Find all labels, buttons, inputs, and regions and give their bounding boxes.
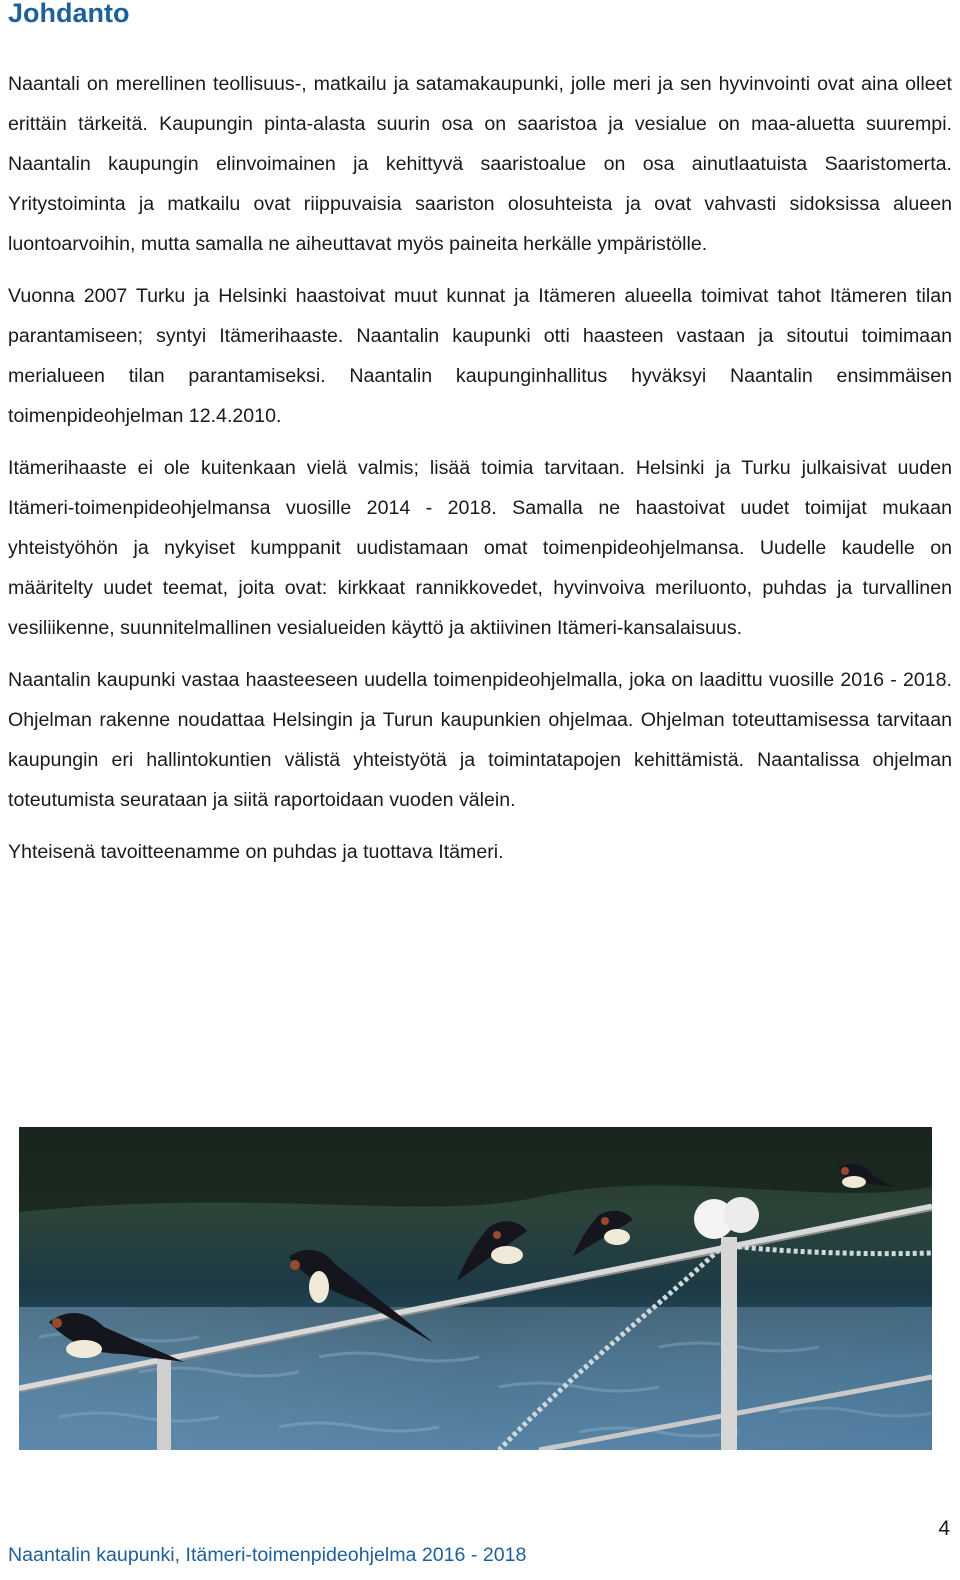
paragraph-1: Naantali on merellinen teollisuus-, matkailu ja satamakaupunki, jolle meri ja sen hyvinvointi ovat aina olleet erittäin tärkeitä. Kaupungin pinta-alasta suurin osa on saaristoa ja vesialue on maa-aluetta suurempi. Naantalin kaupungin elinvoimainen ja kehittyvä saaristoalue on osa ainutlaatuista Saaristomerta. Yritystoiminta ja matkailu ovat riippuvaisia saariston olosuhteista ja ovat vahvasti sidoksissa alueen luontoarvoihin, mutta samalla ne aiheuttavat myös paineita herkälle ympäristölle. xyxy=(8,73,952,255)
footer-text: Naantalin kaupunki, Itämeri-toimenpideohjelma 2016 - 2018 xyxy=(8,1544,527,1566)
paragraph-2: Vuonna 2007 Turku ja Helsinki haastoivat muut kunnat ja Itämeren alueella toimivat tahot Itämeren tilan parantamiseen; syntyi Itämerihaaste. Naantalin kaupunki otti haasteen vastaan ja sitoutui toimimaan merialueen tilan parantamiseksi. Naantalin kaupunginhallitus hyväksyi Naantalin ensimmäisen toimenpideohjelman 12.4.2010. xyxy=(8,285,952,427)
paragraph-4: Naantalin kaupunki vastaa haasteeseen uudella toimenpideohjelmalla, joka on laadittu vuosille 2016 - 2018. Ohjelman rakenne noudattaa Helsingin ja Turun kaupunkien ohjelmaa. Ohjelman toteuttamisessa tarvitaan kaupungin eri hallintokuntien välistä yhteistyötä ja toimintatapojen kehittämistä. Naantalissa ohjelman toteutumista seurataan ja siitä raportoidaan vuoden välein. xyxy=(8,669,952,811)
body-text xyxy=(8,64,952,884)
swallows-on-railing-photo xyxy=(19,1127,932,1450)
page-number: 4 xyxy=(938,1517,950,1540)
paragraph-3: Itämerihaaste ei ole kuitenkaan vielä valmis; lisää toimia tarvitaan. Helsinki ja Turku julkaisivat uuden Itämeri-toimenpideohjelmansa vuosille 2014 - 2018. Samalla ne haastoivat uudet toimijat mukaan yhteistyöhön ja nykyiset kumppanit uudistamaan omat toimenpideohjelmansa. Uudelle kaudelle on määritelty uudet teemat, joita ovat: kirkkaat rannikkovedet, hyvinvoiva meriluonto, puhdas ja turvallinen vesiliikenne, suunnitelmallinen vesialueiden käyttö ja aktiivinen Itämeri-kansalaisuus. xyxy=(8,457,952,639)
page-heading: Johdanto xyxy=(8,0,130,28)
paragraph-5: Yhteisenä tavoitteenamme on puhdas ja tuottava Itämeri. xyxy=(8,841,504,863)
